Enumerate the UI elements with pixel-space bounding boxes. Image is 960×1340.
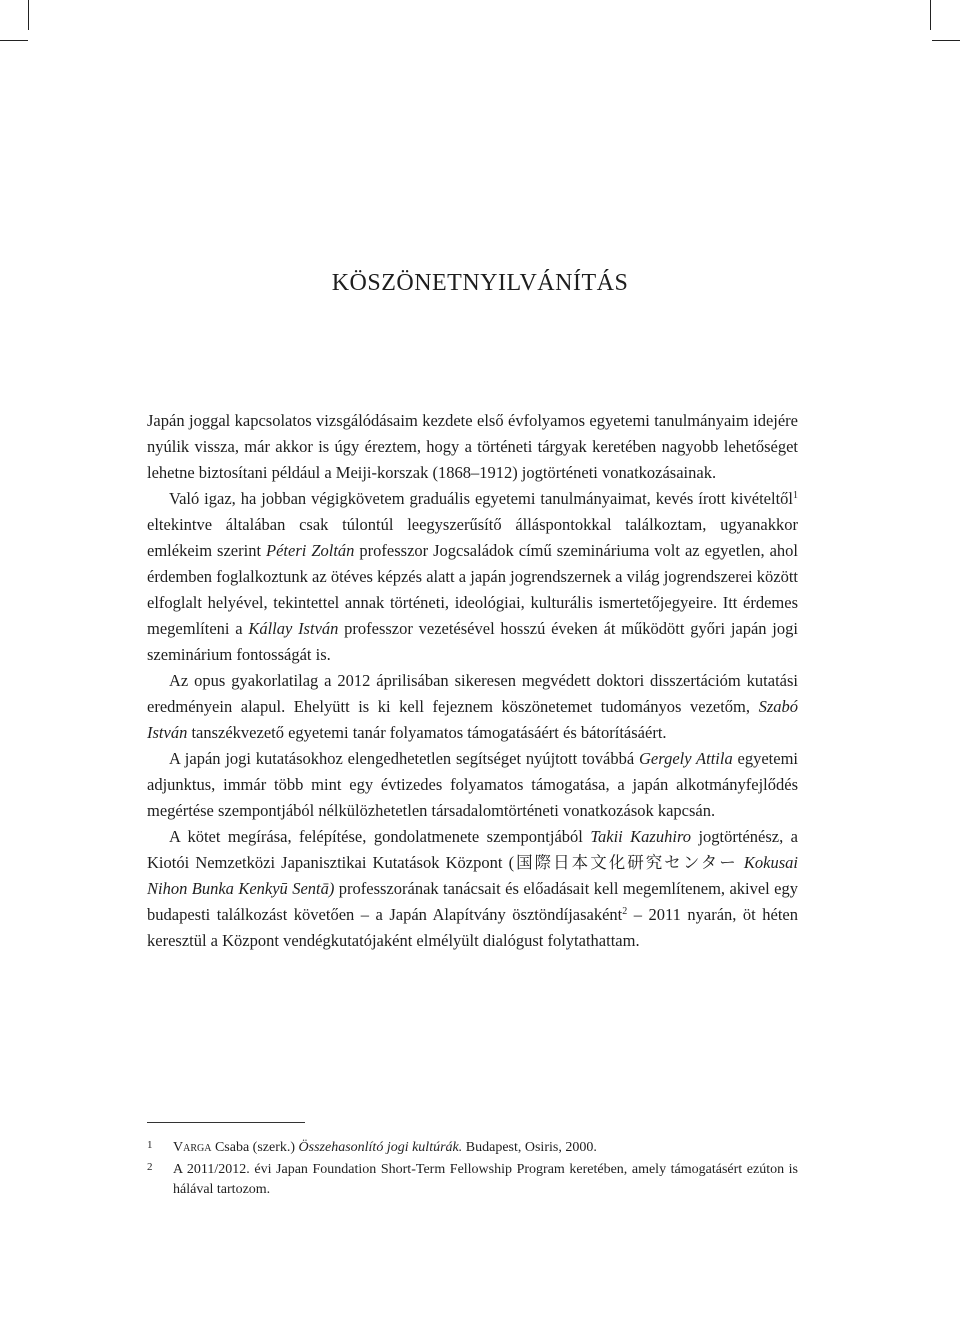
body-text [147,408,798,954]
person-name: Gergely Attila [639,749,733,768]
person-name: Szabó István [147,697,798,742]
crop-mark-top-left-h [0,40,28,41]
page-title: KÖSZÖNETNYILVÁNÍTÁS [331,270,629,296]
footnotes [147,1138,798,1202]
person-name: Takii Kazuhiro [590,827,692,846]
footnote-ref-2[interactable]: 2 [622,906,628,917]
person-name: Péteri Zoltán [266,541,355,560]
footnote-author: Varga [173,1140,212,1155]
crop-mark-top-right-h [932,40,960,41]
footnote-number: 2 [147,1161,153,1173]
footnote-2 [147,1160,798,1200]
footnote-ref-1[interactable]: 1 [793,490,798,501]
romaji-name: Kokusai Nihon Bunka Kenkyū Sentā) [147,853,798,898]
footnote-number: 1 [147,1139,153,1151]
paragraph-1: Japán joggal kapcsolatos vizsgálódásaim kezdete első évfolyamos egyetemi tanulmányaim idejére nyúlik vissza, már akkor is úgy éreztem, hogy a történeti tárgyak keretében nagyobb lehetőséget lehetne biztosítani például a Meiji-korszak (1868–1912) jogtörténeti vonatkozásainak. [147,411,798,482]
footnote-rule [147,1122,305,1123]
footnote-1: 1 Varga Csaba (szerk.) Összehasonlító jogi kultúrák. Budapest, Osiris, 2000. [147,1138,798,1158]
paragraph-2: Való igaz, ha jobban végigkövetem graduális egyetemi tanulmányaimat, kevés írott kivételtől$^1$ eltekintve általában csak túlontúl leegyszerűsítő álláspontokkal találkoztam, ugyanakkor emlékeim szerint Péteri Zoltán professzor Jogcsaládok című szemináriuma volt az egyetlen, ahol érdemben foglalkoztunk az ötéves képzés alatt a japán jogrendszernek a világ jogrendszerei között elfoglalt helyével, tekintettel annak történeti, ideológiai, kulturális ismertetőjegyeire. Itt érdemes megemlíteni a Kállay István professzor vezetésével hosszú éveken át működött győri japán jogi szeminárium fontosságát is. [147,489,798,664]
paragraph-5: A kötet megírása, felépítése, gondolatmenete szempontjából Takii Kazuhiro jogtörténész, a Kiotói Nemzetközi Japanisztikai Kutatások Központ (国際日本文化研究センター Kokusai Nihon Bunka Kenkyū Sentā) professzorának tanácsait és előadásait kell megemlítenem, akivel egy budapesti találkozást követően – a Japán Alapítvány ösztöndíjasaként$^2$ – 2011 nyarán, öt héten keresztül a Központ vendégkutatójaként elmélyült dialógust folytathattam. [147,827,799,950]
paragraph-3: Az opus gyakorlatilag a 2012 áprilisában sikeresen megvédett doktori disszertációm kutatási eredményein alapul. Ehelyütt is ki kell fejeznem köszönetemet tudományos vezetőm, Szabó István tanszékvezető egyetemi tanár folyamatos támogatásáért és bátorításáért. [147,671,798,742]
footnote-book-title: Összehasonlító jogi kultúrák. [298,1140,463,1155]
footnote-text: A 2011/2012. évi Japan Foundation Short-Term Fellowship Program keretében, amely támogatásért ezúton is hálával tartozom. [173,1162,798,1197]
paragraph-4: A japán jogi kutatásokhoz elengedhetetlen segítséget nyújtott továbbá Gergely Attila egyetemi adjunktus, immár több mint egy évtizedes folyamatos támogatása, a japán alkotmányfejlődés megértése szempontjából nélkülözhetetlen társadalomtörténeti vonatkozások kapcsán. [147,749,798,820]
crop-mark-top-right [930,0,931,30]
person-name: Kállay István [248,619,339,638]
crop-mark-top-left [28,0,29,30]
